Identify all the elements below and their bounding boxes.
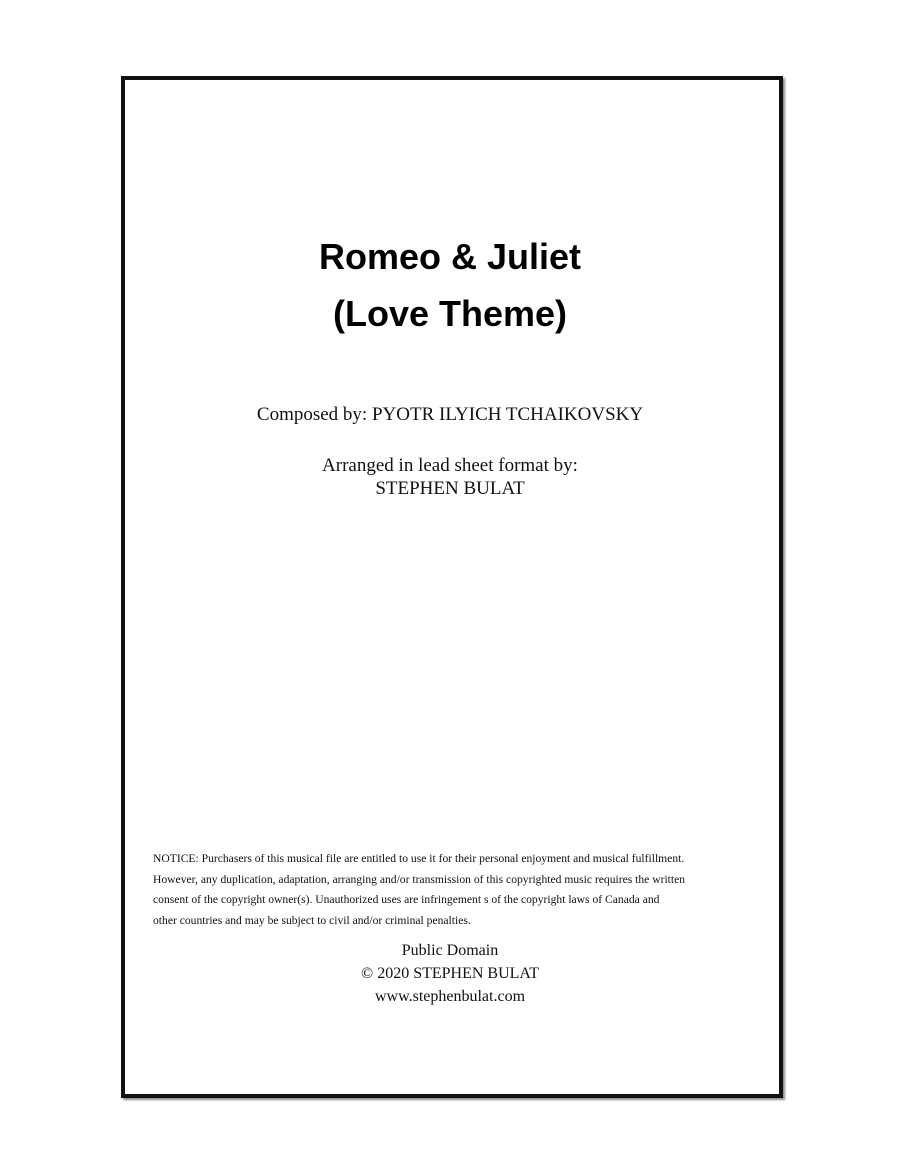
copyright-line: © 2020 STEPHEN BULAT <box>361 965 539 982</box>
website-link: www.stephenbulat.com <box>374 988 526 1005</box>
copyright-notice <box>153 849 773 931</box>
title-line-1: Romeo & Juliet <box>318 236 582 277</box>
composer-credit: Composed by: PYOTR ILYICH TCHAIKOVSKY <box>256 404 644 425</box>
notice-line: NOTICE: Purchasers of this musical file are entitled to use it for their personal enjoyment and musical fulfillment. <box>153 852 685 865</box>
notice-line: consent of the copyright owner(s). Unauthorized uses are infringement s of the copyright laws of Canada and <box>153 893 660 906</box>
arranger-label: Arranged in lead sheet format by: <box>322 455 578 476</box>
notice-line: other countries and may be subject to civil and/or criminal penalties. <box>153 913 471 927</box>
public-domain: Public Domain <box>401 942 499 959</box>
arranger-name: STEPHEN BULAT <box>375 478 525 499</box>
title-line-2: (Love Theme) <box>332 293 568 334</box>
notice-line: However, any duplication, adaptation, arranging and/or transmission of this copyrighted music requires the written <box>153 872 686 886</box>
